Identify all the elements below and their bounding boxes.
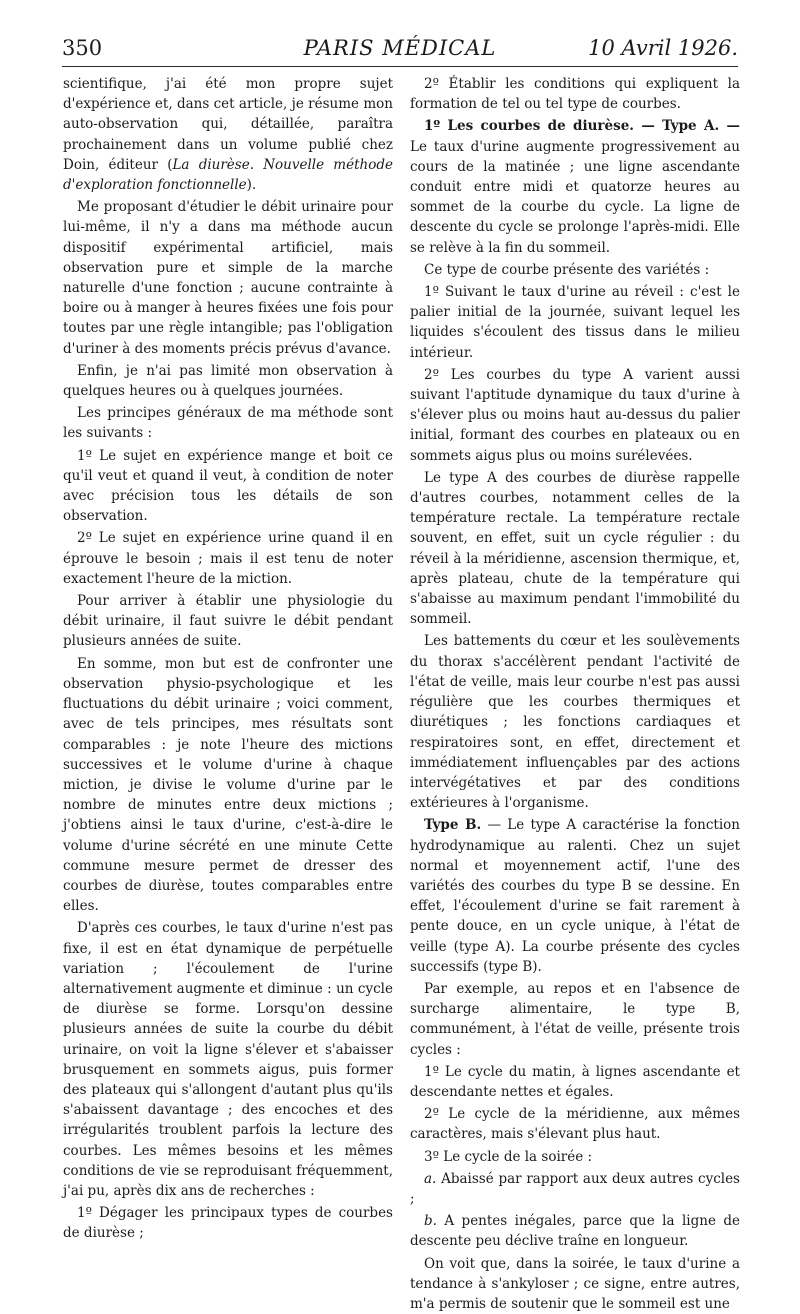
section-heading: Type B. (424, 817, 482, 834)
sub-item: a. Abaissé par rapport aux deux autres cycles ; (410, 1170, 740, 1207)
paragraph: Pour arriver à établir une physiologie du débit urinaire, il faut suivre le débit pendant plusieurs années de suite. (63, 593, 393, 650)
variety-item: 2º Les courbes du type A varient aussi suivant l'aptitude dynamique du taux d'urine à s'élever plus ou moins haut au-dessus du palier initial, formant des courbes en plateaux ou en sommets aigus plus ou moins surélevées. (410, 366, 740, 464)
paragraph: Les principes généraux de ma méthode sont les suivants : (63, 405, 393, 442)
journal-title: PARIS MÉDICAL (303, 36, 497, 60)
page-number: 350 (62, 36, 103, 60)
goal-item: 2º Établir les conditions qui expliquent la formation de tel ou tel type de courbes. (410, 76, 740, 113)
paragraph: scientifique, j'ai été mon propre sujet d'expérience et, dans cet article, je résume mon auto-observation qui, détaillée, paraîtra prochainement dans un volume publié chez Doin, éditeur (La diurèse. Nouvelle méthode d'exploration fonctionnelle). (63, 76, 393, 194)
paragraph: Type B. — Le type A caractérise la fonction hydrodynamique au ralenti. Chez un sujet normal et moyennement actif, l'une des variétés des courbes du type B se dessine. En effet, l'écoulement d'urine se fait rarement à pente douce, en un cycle unique, à l'état de veille (type A). La courbe présente des cycles successifs (type B). (410, 817, 740, 975)
principle-item: 1º Le sujet en expérience mange et boit ce qu'il veut et quand il veut, à condition de noter avec précision tous les détails de son observation. (63, 447, 393, 525)
variety-item: 1º Suivant le taux d'urine au réveil : c'est le palier initial de la journée, suivant lequel les liquides s'écoulent des tissus dans le milieu intérieur. (410, 284, 740, 361)
left-column (63, 74, 393, 1244)
paragraph: Les battements du cœur et les soulèvements du thorax s'accélèrent pendant l'activité de l'état de veille, mais leur courbe n'est pas aussi régulière que les courbes thermiques et diurétiques ; les fonctions cardiaques et respiratoires sont, en effet, directement et immédiatement influençables par des actions intervégétatives et par des conditions extérieures à l'organisme. (410, 633, 740, 812)
paragraph: Me proposant d'étudier le débit urinaire pour lui-même, il n'y a dans ma méthode aucun dispositif expérimental artificiel, mais observation pure et simple de la marche naturelle d'une fonction ; aucune contrainte à boire ou à manger à heures fixées une fois pour toutes par une règle intangible; pas l'obligation d'uriner à des moments précis prévus d'avance. (63, 199, 393, 357)
sub-item: b. A pentes inégales, parce que la ligne de descente peu déclive traîne en longueur. (410, 1213, 740, 1250)
principle-item: 2º Le sujet en expérience urine quand il en éprouve le besoin ; mais il est tenu de noter exactement l'heure de la miction. (63, 530, 393, 587)
cycle-item: 2º Le cycle de la méridienne, aux mêmes caractères, mais s'élevant plus haut. (410, 1106, 740, 1143)
paragraph: En somme, mon but est de confronter une observation physio-psychologique et les fluctuations du débit urinaire ; voici comment, avec de tels principes, mes résultats sont comparables : je note l'heure des mictions successives et le volume d'urine à chaque miction, je divise le volume d'urine par le nombre de minutes entre deux mictions ; j'obtiens ainsi le taux d'urine, c'est-à-dire le volume d'urine sécrété en une minute Cette commune mesure permet de dresser des courbes de diurèse, toutes comparables entre elles. (63, 655, 393, 915)
paragraph: D'après ces courbes, le taux d'urine n'est pas fixe, il est en état dynamique de perpétuelle variation ; l'écoulement de l'urine alternativement augmente et diminue : un cycle de diurèse se forme. Lorsqu'on dessine plusieurs années de suite la courbe du débit urinaire, on voit la ligne s'élever et s'abaisser brusquement en sommets aigus, puis former des plateaux qui s'allongent d'autant plus qu'ils s'abaissent davantage ; des encoches et des irrégularités troublent parfois la lecture des courbes. Les mêmes besoins et les mêmes conditions de vie se reproduisant fréquemment, j'ai pu, après dix ans de recherches : (63, 920, 393, 1199)
paragraph: Enfin, je n'ai pas limité mon observation à quelques heures ou à quelques journées. (63, 362, 393, 400)
paragraph: 1º Les courbes de diurèse. — Type A. — Le taux d'urine augmente progressivement au cours de la matinée ; une ligne ascendante conduit entre midi et quatorze heures au sommet de la courbe du cycle. La ligne de descente du cycle se prolonge l'après-midi. Elle se relève à la fin du sommeil. (410, 118, 740, 256)
paragraph: Ce type de courbe présente des variétés : (424, 261, 710, 278)
goal-item: 1º Dégager les principaux types de courbes de diurèse ; (63, 1205, 393, 1242)
cycle-item: 1º Le cycle du matin, à lignes ascendante et descendante nettes et égales. (410, 1063, 740, 1100)
issue-date: 10 Avril 1926. (588, 36, 738, 60)
cycle-item: 3º Le cycle de la soirée : (424, 1148, 593, 1165)
paragraph: On voit que, dans la soirée, le taux d'urine a tendance à s'ankyloser ; ce signe, entre autres, m'a permis de soutenir que le sommeil est une (410, 1255, 740, 1312)
section-heading: 1º Les courbes de diurèse. — Type A. — (424, 118, 740, 135)
paragraph: Par exemple, au repos et en l'absence de surcharge alimentaire, le type B, communément, à l'état de veille, présente trois cycles : (410, 980, 740, 1058)
right-column (410, 74, 740, 1314)
page-header (62, 34, 738, 67)
book-title: La diurèse. Nouvelle méthode d'exploration fonctionnelle (63, 156, 393, 194)
paragraph: Le type A des courbes de diurèse rappelle d'autres courbes, notamment celles de la température rectale. La température rectale souvent, en effet, suit un cycle régulier : du réveil à la méridienne, ascension thermique, et, après plateau, chute de la température qui s'abaisse au maximum pendant l'immobilité du sommeil. (410, 469, 740, 628)
